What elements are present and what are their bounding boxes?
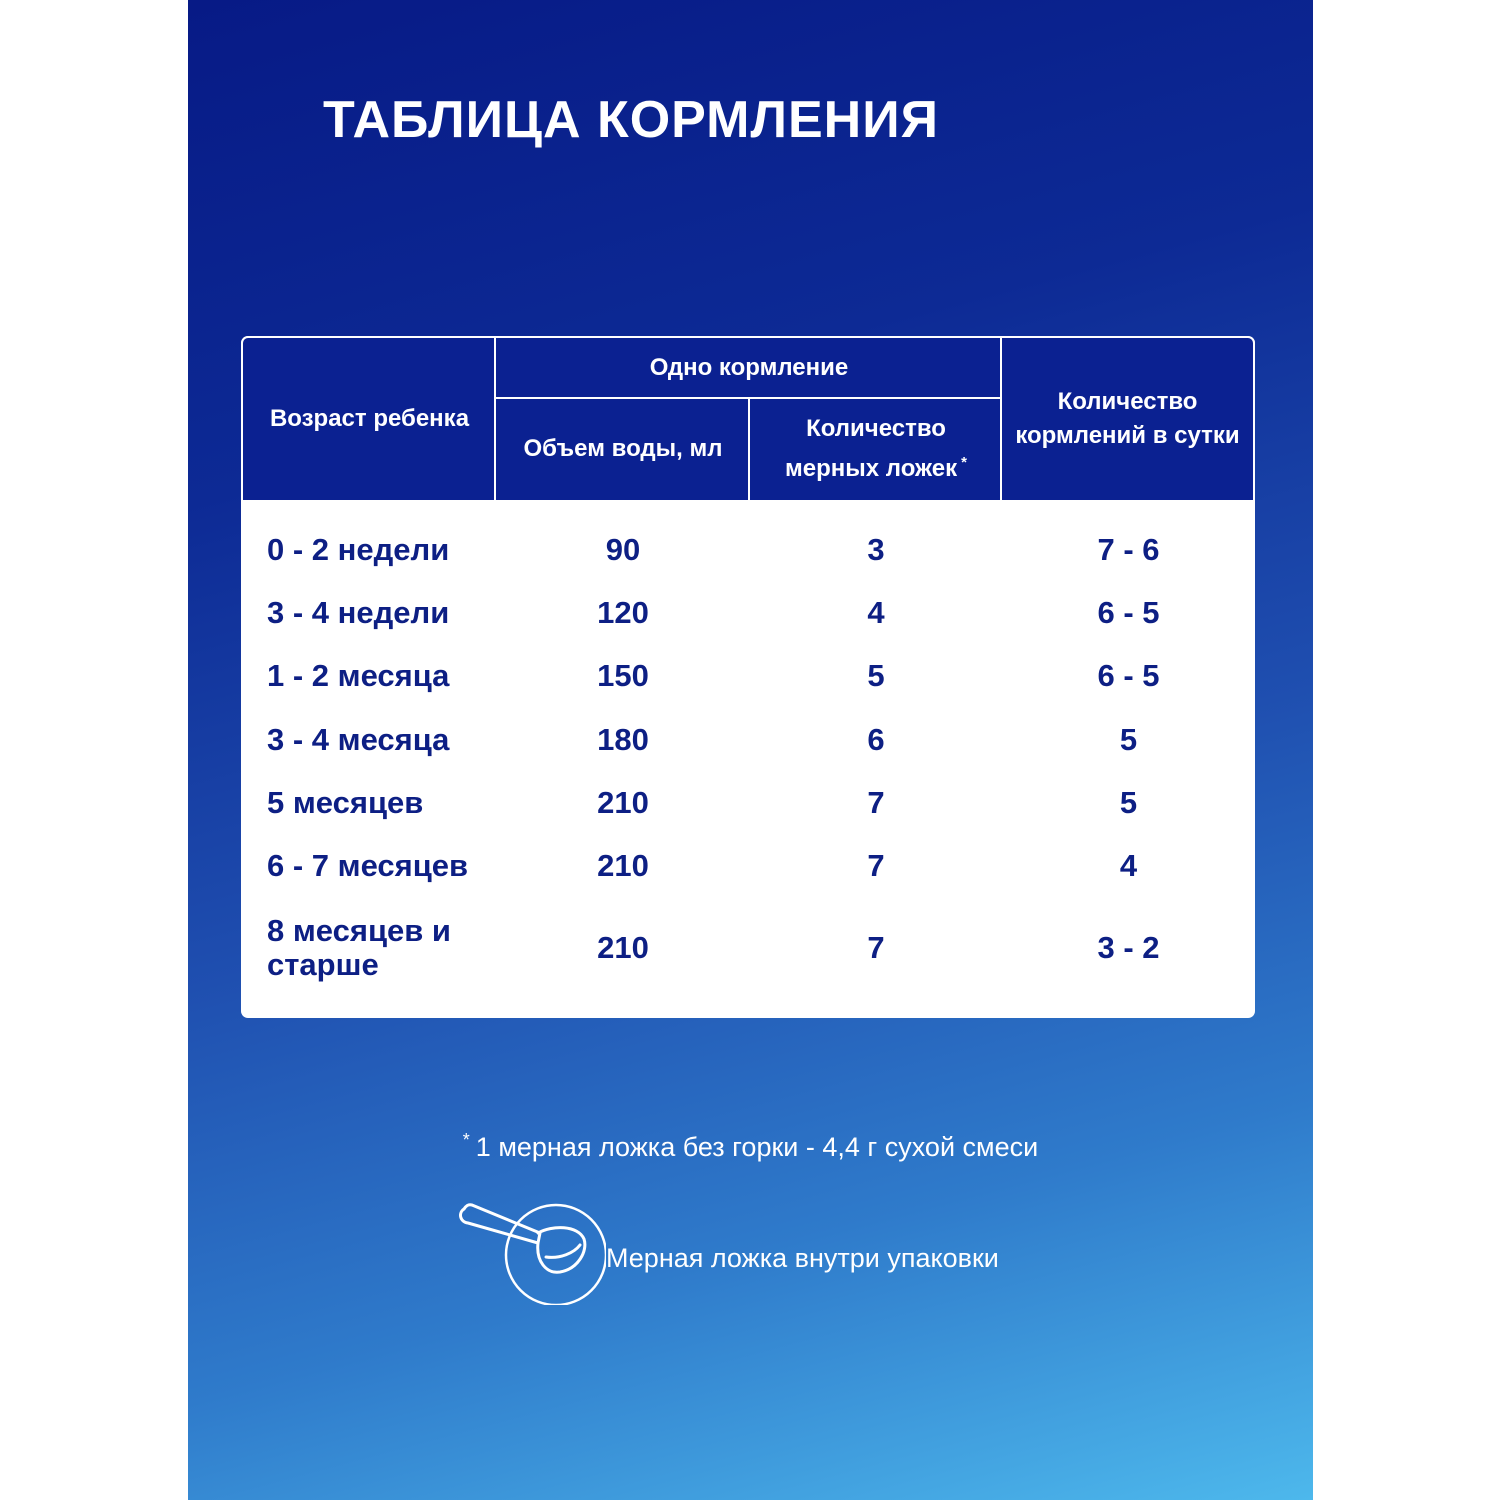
table-row: [241, 644, 1255, 708]
table-row: [241, 581, 1255, 645]
header-spoons-mark: *: [961, 454, 967, 471]
cell-water: 210: [597, 848, 649, 883]
cell-water: 120: [597, 595, 649, 630]
footnote-text: 1 мерная ложка без горки - 4,4 г сухой смеси: [475, 1132, 1039, 1162]
page-title: ТАБЛИЦА КОРМЛЕНИЯ: [323, 91, 939, 149]
header-water-volume: Объем воды, мл: [523, 435, 723, 462]
header-age: Возраст ребенка: [269, 405, 470, 432]
cell-water: 150: [597, 658, 649, 693]
cell-spoons: 6: [867, 722, 885, 757]
table-row: [241, 906, 1255, 990]
cell-feedings: 5: [1119, 785, 1138, 820]
cell-feedings: 5: [1119, 722, 1138, 757]
header-spoons: [750, 398, 1002, 500]
cell-feedings: 4: [1119, 848, 1138, 883]
table-row: [241, 834, 1255, 898]
cell-spoons: 4: [867, 595, 885, 630]
footnote: [188, 1122, 1313, 1165]
header-divider: [1000, 338, 1002, 500]
cell-feedings: 6 - 5: [1097, 595, 1160, 630]
cell-spoons: 7: [867, 848, 885, 883]
table-row: [241, 518, 1255, 582]
cell-age: 6 - 7 месяцев: [267, 848, 469, 883]
cell-spoons: 5: [867, 658, 885, 693]
feeding-table: [241, 336, 1255, 1018]
footnote-mark: *: [462, 1130, 470, 1150]
table-row: [241, 708, 1255, 772]
cell-age: 0 - 2 недели: [267, 532, 450, 567]
cell-age: 3 - 4 недели: [267, 595, 450, 630]
cell-water: 210: [597, 930, 649, 965]
cell-water: 210: [597, 785, 649, 820]
cell-spoons: 7: [867, 930, 885, 965]
header-spoons-label: Количество мерных ложек: [785, 415, 958, 482]
header-divider: [748, 398, 750, 500]
spoon-note: Мерная ложка внутри упаковки: [606, 1243, 999, 1273]
measuring-spoon-icon: [456, 1195, 606, 1305]
header-divider: [494, 338, 496, 500]
cell-age: 8 месяцев и старше: [267, 913, 451, 982]
table-row: [241, 771, 1255, 835]
cell-feedings: 3 - 2: [1097, 930, 1160, 965]
cell-spoons: 7: [867, 785, 885, 820]
feeding-panel: [188, 0, 1313, 1500]
cell-age: 3 - 4 месяца: [267, 722, 450, 757]
cell-feedings: 6 - 5: [1097, 658, 1160, 693]
cell-spoons: 3: [867, 532, 885, 567]
cell-water: 90: [605, 532, 641, 567]
cell-water: 180: [597, 722, 649, 757]
header-single-feeding: Одно кормление: [649, 354, 849, 381]
table-header: [241, 336, 1255, 502]
header-feedings-per-day: Количество кормлений в сутки: [1015, 388, 1240, 449]
cell-age: 5 месяцев: [267, 785, 424, 820]
header-divider: [496, 397, 1002, 399]
cell-age: 1 - 2 месяца: [267, 658, 450, 693]
cell-feedings: 7 - 6: [1097, 532, 1160, 567]
